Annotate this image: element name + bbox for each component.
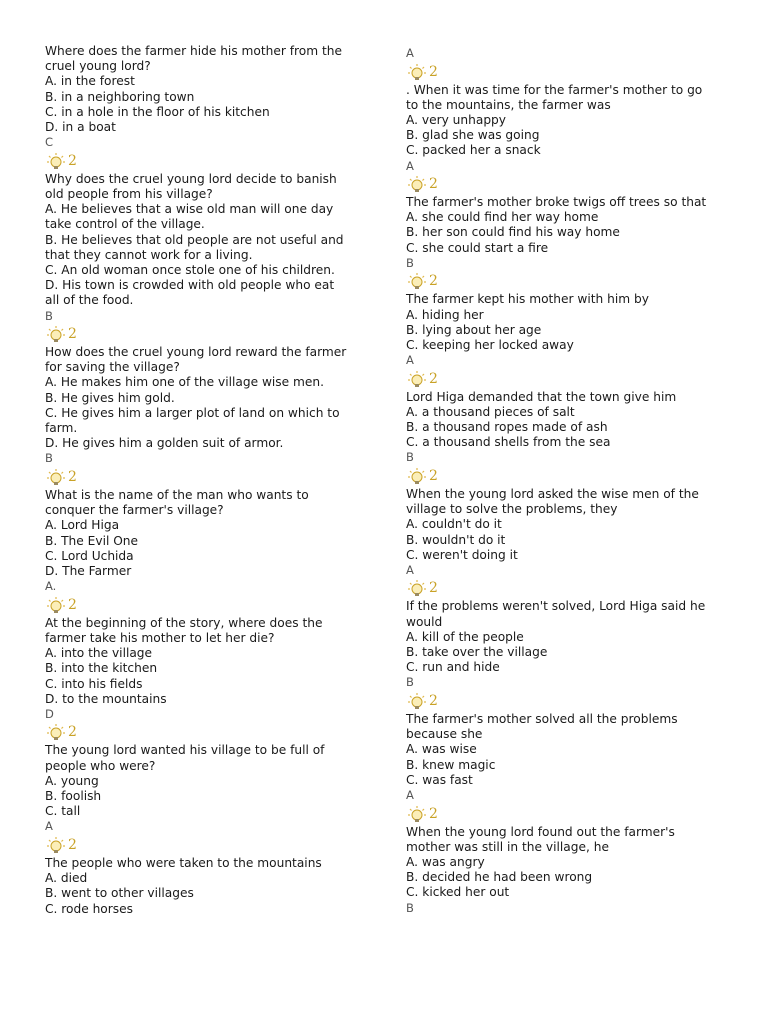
option-text: D. in a boat — [45, 120, 116, 135]
option-text: C. run and hide — [406, 660, 500, 675]
lightbulb-badge-icon — [406, 63, 428, 81]
option-text: A. Lord Higa — [45, 518, 120, 533]
option-text: C. kicked her out — [406, 885, 510, 900]
question-text: The farmer kept his mother with him by — [406, 292, 649, 307]
question-text: for saving the village? — [45, 360, 180, 375]
badge-count: 2 — [429, 273, 438, 290]
badge — [406, 803, 736, 825]
answer-text: B — [45, 451, 53, 466]
option-text: all of the food. — [45, 293, 134, 308]
badge — [406, 173, 736, 195]
badge — [45, 721, 365, 743]
badge — [406, 577, 736, 599]
answer-text: B — [45, 308, 53, 323]
question-text: The farmer's mother broke twigs off trees so that — [406, 195, 707, 210]
question-text: farmer take his mother to let her die? — [45, 630, 275, 645]
question-text: mother was still in the village, he — [406, 839, 609, 854]
option-text: A. in the forest — [45, 74, 135, 89]
badge — [406, 61, 736, 83]
question-text: cruel young lord? — [45, 59, 151, 74]
badge-count: 2 — [429, 805, 438, 822]
option-text: B. The Evil One — [45, 533, 139, 548]
option-text: C. rode horses — [45, 901, 133, 916]
question-block — [45, 616, 365, 722]
badge-count: 2 — [429, 580, 438, 597]
badge-count: 2 — [68, 152, 77, 169]
option-text: D. His town is crowded with old people who eat — [45, 278, 335, 293]
question-text: How does the cruel young lord reward the farmer — [45, 345, 347, 360]
question-block — [406, 292, 736, 367]
option-text: B. into the kitchen — [45, 661, 158, 676]
lightbulb-badge-icon — [45, 468, 67, 486]
question-block — [45, 488, 365, 594]
option-text: B. He gives him gold. — [45, 390, 175, 405]
badge-count: 2 — [68, 724, 77, 741]
badge-count: 2 — [429, 692, 438, 709]
option-text: B. He believes that old people are not useful and — [45, 232, 344, 247]
question-block — [406, 487, 736, 578]
option-text: A. couldn't do it — [406, 517, 502, 532]
question-text: When the young lord asked the wise men of the — [406, 486, 699, 501]
option-text: B. take over the village — [406, 645, 548, 660]
answer-text: D — [45, 706, 54, 721]
answer-text: A — [406, 158, 414, 173]
option-text: B. foolish — [45, 789, 102, 804]
option-text: B. in a neighboring town — [45, 89, 195, 104]
question-text: At the beginning of the story, where does the — [45, 615, 323, 630]
option-text: C. she could start a fire — [406, 240, 549, 255]
option-text: C. tall — [45, 804, 81, 819]
question-text: The farmer's mother solved all the problems — [406, 711, 678, 726]
lightbulb-badge-icon — [406, 272, 428, 290]
option-text: A. a thousand pieces of salt — [406, 404, 575, 419]
option-text: B. went to other villages — [45, 886, 194, 901]
option-text: C. in a hole in the floor of his kitchen — [45, 104, 270, 119]
question-text: because she — [406, 727, 483, 742]
right-column — [406, 46, 736, 915]
badge-count: 2 — [68, 468, 77, 485]
option-text: A. into the village — [45, 646, 153, 661]
badge-count: 2 — [429, 467, 438, 484]
question-block — [406, 712, 736, 803]
option-text: A. very unhappy — [406, 112, 507, 127]
answer-text: B — [406, 255, 414, 270]
question-text: people who were? — [45, 758, 156, 773]
option-text: that they cannot work for a living. — [45, 247, 253, 262]
option-text: A. hiding her — [406, 307, 484, 322]
question-text: Why does the cruel young lord decide to banish — [45, 171, 337, 186]
answer-text: B — [406, 900, 414, 915]
option-text: B. decided he had been wrong — [406, 870, 593, 885]
badge — [45, 323, 365, 345]
question-text: If the problems weren't solved, Lord Higa said he — [406, 599, 706, 614]
question-block — [45, 743, 365, 834]
badge-count: 2 — [68, 836, 77, 853]
badge — [406, 465, 736, 487]
badge-count: 2 — [429, 370, 438, 387]
option-text: D. The Farmer — [45, 563, 132, 578]
option-text: farm. — [45, 421, 78, 436]
question-block — [45, 345, 365, 466]
lightbulb-badge-icon — [45, 325, 67, 343]
option-text: A. was angry — [406, 854, 485, 869]
option-text: A. kill of the people — [406, 629, 524, 644]
question-text: The young lord wanted his village to be full of — [45, 743, 325, 758]
question-text: What is the name of the man who wants to — [45, 487, 309, 502]
lightbulb-badge-icon — [406, 467, 428, 485]
option-text: C. into his fields — [45, 676, 143, 691]
option-text: B. knew magic — [406, 757, 496, 772]
option-text: C. He gives him a larger plot of land on which to — [45, 405, 340, 420]
badge — [45, 466, 365, 488]
badge-count: 2 — [429, 176, 438, 193]
lightbulb-badge-icon — [45, 836, 67, 854]
question-text: village to solve the problems, they — [406, 502, 618, 517]
answer-text: B — [406, 675, 414, 690]
question-text: would — [406, 614, 443, 629]
question-block — [406, 825, 736, 916]
answer-text: B — [406, 450, 414, 465]
lightbulb-badge-icon — [406, 805, 428, 823]
option-text: C. An old woman once stole one of his children. — [45, 262, 335, 277]
question-text: The people who were taken to the mountains — [45, 855, 322, 870]
option-text: take control of the village. — [45, 217, 205, 232]
answer-text: A — [45, 819, 53, 834]
answer-text: A. — [45, 579, 57, 594]
option-text: B. glad she was going — [406, 128, 540, 143]
question-text: When the young lord found out the farmer's — [406, 824, 675, 839]
option-text: C. Lord Uchida — [45, 548, 134, 563]
option-text: C. was fast — [406, 772, 473, 787]
option-text: B. her son could find his way home — [406, 225, 620, 240]
lightbulb-badge-icon — [406, 579, 428, 597]
option-text: C. a thousand shells from the sea — [406, 435, 611, 450]
question-text: conquer the farmer's village? — [45, 503, 224, 518]
badge — [406, 368, 736, 390]
answer-text: A — [406, 353, 414, 368]
question-text: . When it was time for the farmer's mother to go — [406, 82, 703, 97]
option-text: C. packed her a snack — [406, 143, 541, 158]
badge — [45, 594, 365, 616]
option-text: A. was wise — [406, 742, 477, 757]
option-text: B. lying about her age — [406, 322, 542, 337]
option-text: B. wouldn't do it — [406, 532, 506, 547]
badge-count: 2 — [68, 326, 77, 343]
lightbulb-badge-icon — [406, 175, 428, 193]
badge — [45, 834, 365, 856]
lightbulb-badge-icon — [406, 370, 428, 388]
question-text: old people from his village? — [45, 186, 213, 201]
badge-count: 2 — [429, 63, 438, 80]
answer-text: A — [406, 46, 414, 60]
question-text: Lord Higa demanded that the town give him — [406, 389, 677, 404]
lightbulb-badge-icon — [406, 692, 428, 710]
question-block — [45, 856, 365, 917]
question-block — [406, 83, 736, 174]
option-text: D. He gives him a golden suit of armor. — [45, 436, 284, 451]
question-text: Where does the farmer hide his mother from the — [45, 44, 342, 58]
question-block — [45, 172, 365, 323]
option-text: A. died — [45, 871, 88, 886]
lightbulb-badge-icon — [45, 152, 67, 170]
option-text: A. He believes that a wise old man will one day — [45, 202, 334, 217]
question-text: to the mountains, the farmer was — [406, 97, 611, 112]
badge-count: 2 — [68, 596, 77, 613]
badge — [406, 270, 736, 292]
lightbulb-badge-icon — [45, 596, 67, 614]
question-block — [45, 44, 365, 150]
badge — [406, 690, 736, 712]
answer-text: C — [45, 135, 54, 150]
option-text: A. she could find her way home — [406, 210, 599, 225]
option-text: A. young — [45, 773, 99, 788]
option-text: A. He makes him one of the village wise men. — [45, 375, 324, 390]
answer-text: A — [406, 788, 414, 802]
option-text: D. to the mountains — [45, 691, 167, 706]
left-column — [45, 44, 365, 917]
option-text: C. weren't doing it — [406, 547, 518, 562]
option-text: C. keeping her locked away — [406, 337, 574, 352]
option-text: B. a thousand ropes made of ash — [406, 420, 608, 435]
question-block — [406, 195, 736, 270]
badge — [45, 150, 365, 172]
question-block — [406, 599, 736, 690]
answer-text: A — [406, 562, 414, 577]
lightbulb-badge-icon — [45, 723, 67, 741]
question-block — [406, 390, 736, 465]
